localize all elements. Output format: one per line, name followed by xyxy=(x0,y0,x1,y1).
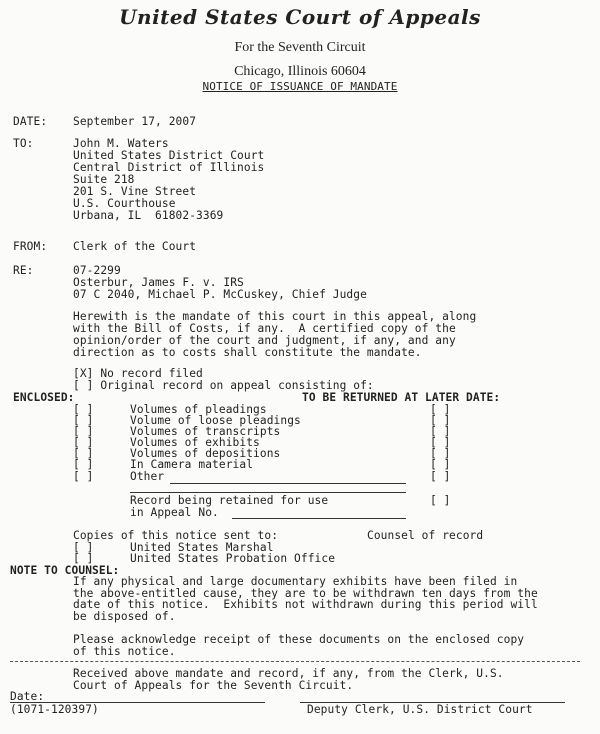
marshal-label: United States Marshal xyxy=(130,541,274,554)
copies-sent-label: Copies of this notice sent to: xyxy=(73,529,279,542)
note-line: be disposed of. xyxy=(73,610,176,623)
address-line: 201 S. Vine Street xyxy=(73,185,197,198)
circuit-name: For the Seventh Circuit xyxy=(234,40,366,55)
case-caption: Osterbur, James F. v. IRS xyxy=(73,276,244,289)
volume-left-box: [ ] xyxy=(73,447,94,460)
address-line: John M. Waters xyxy=(73,137,169,150)
volume-right-box: [ ] xyxy=(430,436,451,449)
acknowledge-line: of this notice. xyxy=(73,645,176,658)
volume-label: In Camera material xyxy=(130,458,254,471)
volume-right-box: [ ] xyxy=(430,447,451,460)
form-number: (1071-120397) xyxy=(10,703,99,716)
footer-date-label: Date: xyxy=(10,690,45,703)
volume-right-box: [ ] xyxy=(430,458,451,471)
volume-right-box: [ ] xyxy=(430,414,451,427)
other-blank-line xyxy=(170,483,406,484)
volume-label: Volumes of exhibits xyxy=(130,436,260,449)
volume-left-box: [ ] xyxy=(73,414,94,427)
to-label: TO: xyxy=(13,137,34,150)
record-retained-label: Record being retained for use xyxy=(130,494,329,507)
paragraph-line: opinion/order of the court and judgment, if any, and any xyxy=(73,334,456,347)
volume-left-box: [ ] xyxy=(73,436,94,449)
volume-left-box: [ ] xyxy=(73,425,94,438)
volume-left-box: [ ] xyxy=(73,470,94,483)
volume-label: Volumes of pleadings xyxy=(130,403,267,416)
probation-label: United States Probation Office xyxy=(130,552,336,565)
dashed-separator xyxy=(10,661,580,662)
no-record-filed-option: [X] No record filed xyxy=(73,367,203,380)
volume-left-box: [ ] xyxy=(73,458,94,471)
volume-label: Volumes of depositions xyxy=(130,447,281,460)
address-line: United States District Court xyxy=(73,149,265,162)
address-line: Urbana, IL 61802-3369 xyxy=(73,209,224,222)
separator-line xyxy=(130,492,406,493)
enclosed-label: ENCLOSED: xyxy=(13,391,75,404)
note-line: If any physical and large documentary exhibits have been filed in xyxy=(73,575,518,588)
original-record-option: [ ] Original record on appeal consisting of: xyxy=(73,379,374,392)
district-case: 07 C 2040, Michael P. McCuskey, Chief Judge xyxy=(73,288,367,301)
volume-right-box: [ ] xyxy=(430,403,451,416)
case-number: 07-2299 xyxy=(73,264,121,277)
address-line: U.S. Courthouse xyxy=(73,197,176,210)
note-line: the above-entitled cause, they are to be withdrawn ten days from the xyxy=(73,587,538,600)
volume-right-box: [ ] xyxy=(430,425,451,438)
counsel-of-record: Counsel of record xyxy=(367,529,484,542)
court-location: Chicago, Illinois 60604 xyxy=(234,64,366,79)
received-line: Received above mandate and record, if any, from the Clerk, U.S. xyxy=(73,667,504,680)
returned-later-header: TO BE RETURNED AT LATER DATE: xyxy=(302,391,501,404)
date-value: September 17, 2007 xyxy=(73,115,197,128)
volume-label: Volumes of transcripts xyxy=(130,425,281,438)
notice-title: NOTICE OF ISSUANCE OF MANDATE xyxy=(202,80,398,93)
volume-label: Other xyxy=(130,470,165,483)
from-value: Clerk of the Court xyxy=(73,240,197,253)
date-label: DATE: xyxy=(13,115,48,128)
re-label: RE: xyxy=(13,264,34,277)
note-to-counsel-label: NOTE TO COUNSEL: xyxy=(10,564,120,577)
paragraph-line: with the Bill of Costs, if any. A certified copy of the xyxy=(73,322,456,335)
deputy-clerk-label: Deputy Clerk, U.S. District Court xyxy=(307,703,533,716)
record-retained-box: [ ] xyxy=(430,494,451,507)
volume-label: Volume of loose pleadings xyxy=(130,414,301,427)
address-line: Suite 218 xyxy=(73,173,135,186)
address-line: Central District of Illinois xyxy=(73,161,265,174)
appeal-no-label: in Appeal No. xyxy=(130,506,219,519)
volume-right-box: [ ] xyxy=(430,470,451,483)
paragraph-line: Herewith is the mandate of this court in this appeal, along xyxy=(73,310,477,323)
marshal-box: [ ] xyxy=(73,541,94,554)
probation-box: [ ] xyxy=(73,552,94,565)
volume-left-box: [ ] xyxy=(73,403,94,416)
court-name: United States Court of Appeals xyxy=(119,5,481,29)
paragraph-line: direction as to costs shall constitute the mandate. xyxy=(73,346,422,359)
note-line: date of this notice. Exhibits not withdrawn during this period will xyxy=(73,598,538,611)
appeal-no-blank-line xyxy=(232,518,406,519)
acknowledge-line: Please acknowledge receipt of these documents on the enclosed copy xyxy=(73,633,525,646)
received-line: Court of Appeals for the Seventh Circuit. xyxy=(73,679,354,692)
from-label: FROM: xyxy=(13,240,48,253)
